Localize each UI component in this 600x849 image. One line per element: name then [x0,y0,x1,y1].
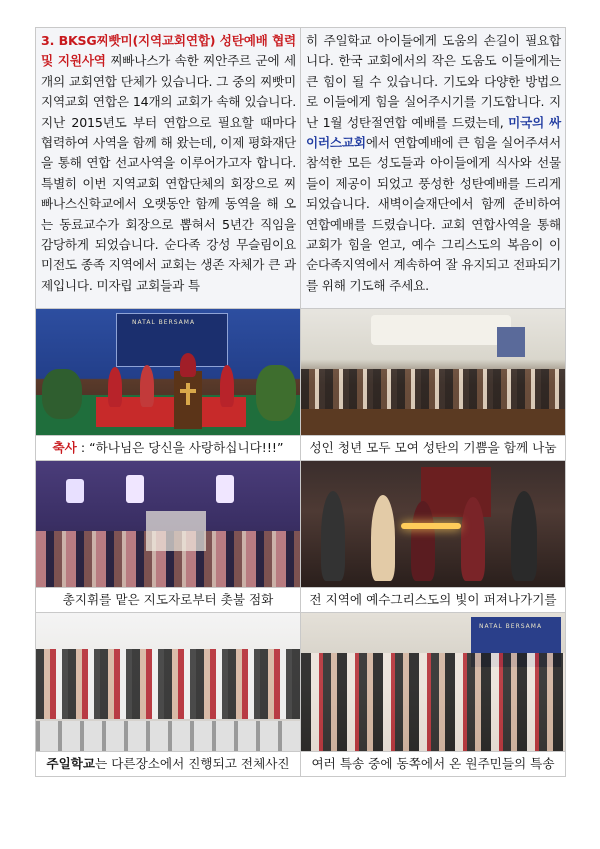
photo-cell-4 [301,461,566,588]
photo-cell-1 [36,309,301,436]
photo-sunday-school-group [36,613,300,751]
candle-flames [401,523,461,529]
plants [42,369,82,419]
photo-candle-light-spread [301,461,565,587]
newsletter-page [35,27,565,777]
caption-1: 축사 : “하나님은 당신을 사랑하십니다!!!” [36,436,301,461]
right-body-text-2: 에서 연합예배에 큰 힘을 실어주셔서 참석한 모든 성도들과 아이들에게 식사와 선물들이 제공이 되었고 풍성한 성탄예배를 드리게 되었습니다. 새벽이슬재단에서 함께 준비하여 연합예배를 드렸습니다. 교회 연합사역을 통해 교회가 힘을 얻고, 예수 그리스도의 복음이 이 순다족지역에서 계속하여 잘 유지되고 전파되기를 위해 기도해 주세요. [306,135,561,293]
ceiling-lights [371,315,511,345]
wall-picture [497,327,525,357]
caption-2: 성인 청년 모두 모여 성탄의 기쁨을 함께 나눔 [301,436,566,461]
right-body-text-1: 히 주일학교 아이들에게 도움의 손길이 필요합니다. 한국 교회에서의 작은 도움도 이들에게는 큰 힘이 될 수 있습니다. 기도와 다양한 방법으로 이들에게 힘을 실어주시기를 기도합니다. 지난 1월 성탄절연합 예배를 드렸는데, [306,33,561,130]
caption-4: 전 지역에 예수그리스도의 빛이 퍼져나가기를 [301,588,566,613]
photo-special-song [301,613,565,751]
left-text-cell [36,28,301,309]
banner-text: NATAL BERSAMA [132,319,196,326]
chairs [36,721,300,751]
caption-5: 주일학교는 다른장소에서 진행되고 전체사진 [36,752,301,777]
photo-congregation [301,309,565,435]
banner-text-2: NATAL BERSAMA [479,623,543,630]
photo-cell-6 [301,613,566,752]
photo-candle-lighting [36,461,300,587]
pews [301,409,565,435]
right-text-cell [301,28,566,309]
right-paragraph [301,28,565,296]
group-children [36,649,300,719]
photo-cell-2 [301,309,566,436]
photo-sermon-stage [36,309,300,435]
section-heading: 3. BKSG찌빳미(지역교회연합) 성탄예배 협력 및 지원사역 [41,33,296,69]
candles-table [146,511,206,551]
caption-3: 총지휘를 맡은 지도자로부터 촛불 점화 [36,588,301,613]
photo-cell-5 [36,613,301,752]
content-grid [35,27,566,777]
singers [301,653,565,751]
church-name-highlight: 미국의 싸이러스교회 [306,114,562,151]
photo-cell-3 [36,461,301,588]
caption-6: 여러 특송 중에 동쪽에서 온 원주민들의 특송 [301,752,566,777]
left-paragraph [36,28,300,296]
plants-right [256,365,296,421]
left-body-text: 찌빠나스가 속한 찌안주르 군에 세 개의 교회연합 단체가 있습니다. 그 중의 찌빳미 지역교회 연합은 14개의 교회가 속해 있습니다. 지난 2015년도 부터 연합으로 필요할 때마다 협력하여 사역을 함께 해 왔는데, 이제 평화재단을 통해 연합 선교사역을 이루어가고자 합니다. 특별히 이번 지역교회 연합단체의 회장으로 찌빠나스신학교에서 오랫동안 함께 동역을 해 오는 동료교수가 회장으로 뽑혀서 5년간 직임을 감당하게 되었습니다. 순다족 강성 무슬림이요 미전도 종족 지역에서 교회는 생존 자체가 큰 과제입니다. 미자립 교회들과 특 [41,53,297,293]
